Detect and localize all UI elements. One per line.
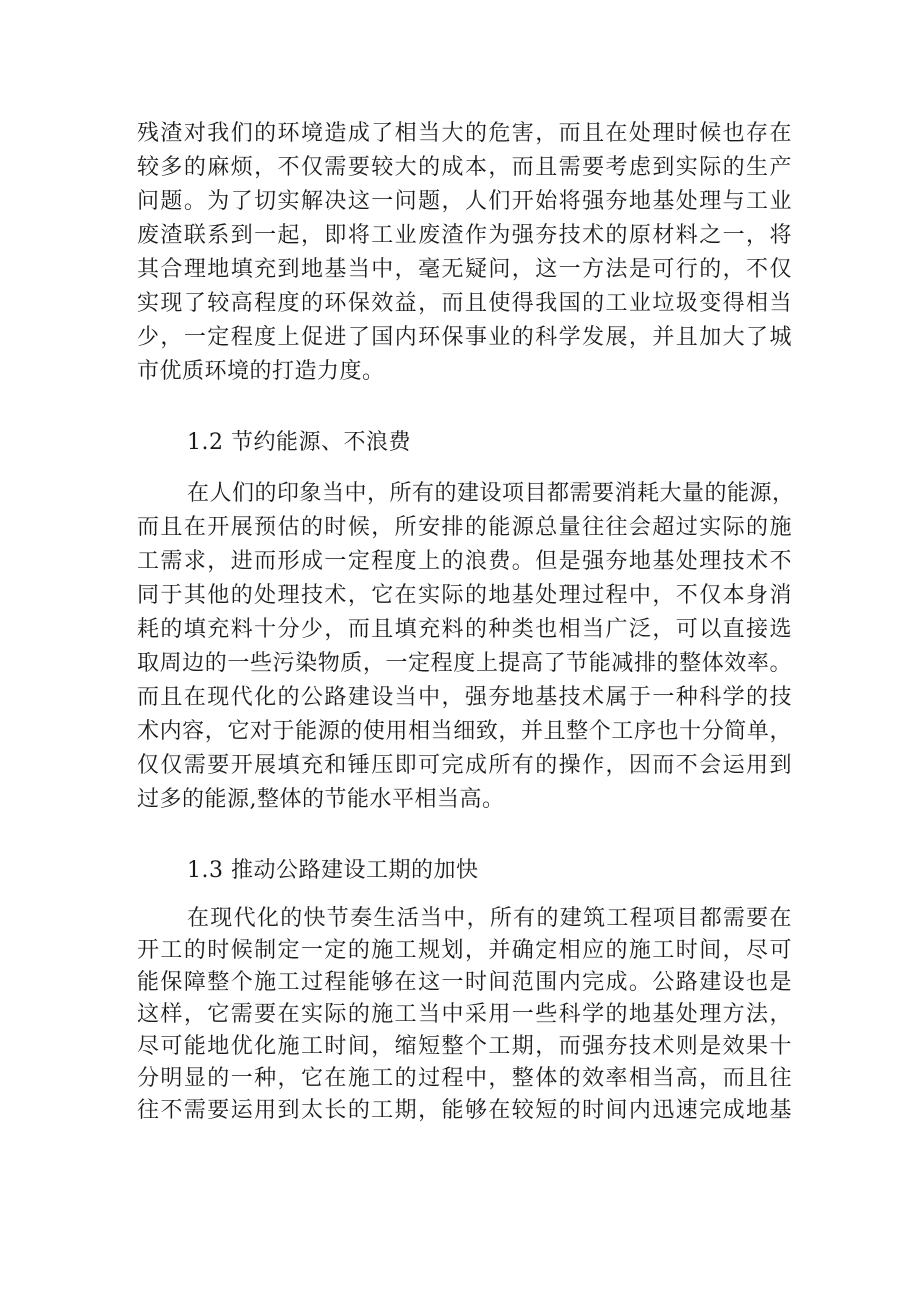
text-line: 少，一定程度上促进了国内环保事业的科学发展，并且加大了城 <box>137 325 792 350</box>
text-line: 耗的填充料十分少，而且填充料的种类也相当广泛，可以直接选 <box>137 617 792 642</box>
text-line: 在人们的印象当中，所有的建设项目都需要消耗大量的能源， <box>187 481 795 506</box>
text-line: 而且在现代化的公路建设当中，强夯地基技术属于一种科学的技 <box>137 685 792 710</box>
text-line: 在现代化的快节奏生活当中，所有的建筑工程项目都需要在 <box>187 906 792 931</box>
text-line: 这样，它需要在实际的施工当中采用一些科学的地基处理方法， <box>137 1002 792 1027</box>
text-line: 取周边的一些污染物质，一定程度上提高了节能减排的整体效率。 <box>137 651 792 676</box>
text-line: 同于其他的处理技术，它在实际的地基处理过程中，不仅本身消 <box>137 583 792 608</box>
text-line: 残渣对我们的环境造成了相当大的危害，而且在处理时候也存在 <box>137 121 792 146</box>
text-line: 尽可能地优化施工时间，缩短整个工期，而强夯技术则是效果十 <box>137 1034 792 1059</box>
text-line: 能保障整个施工过程能够在这一时间范围内完成。公路建设也是 <box>137 970 792 995</box>
section-heading-1-3: 1.3 推动公路建设工期的加快 <box>187 858 479 883</box>
text-line: 往不需要运用到太长的工期，能够在较短的时间内迅速完成地基 <box>137 1098 792 1123</box>
text-line: 问题。为了切实解决这一问题，人们开始将强夯地基处理与工业 <box>137 189 792 214</box>
text-line: 仅仅需要开展填充和锤压即可完成所有的操作，因而不会运用到 <box>137 753 792 778</box>
text-line: 过多的能源,整体的节能水平相当高。 <box>137 787 505 812</box>
text-line: 其合理地填充到地基当中，毫无疑问，这一方法是可行的，不仅 <box>137 257 792 282</box>
text-line: 实现了较高程度的环保效益，而且使得我国的工业垃圾变得相当 <box>137 291 792 316</box>
text-line: 废渣联系到一起，即将工业废渣作为强夯技术的原材料之一，将 <box>137 223 792 248</box>
text-line: 市优质环境的打造力度。 <box>137 359 385 384</box>
text-line: 而且在开展预估的时候，所安排的能源总量往往会超过实际的施 <box>137 515 792 540</box>
text-line: 开工的时候制定一定的施工规划，并确定相应的施工时间，尽可 <box>137 938 792 963</box>
text-line: 术内容，它对于能源的使用相当细致，并且整个工序也十分简单， <box>137 719 792 744</box>
text-line: 较多的麻烦，不仅需要较大的成本，而且需要考虑到实际的生产 <box>137 155 792 180</box>
text-line: 工需求，进而形成一定程度上的浪费。但是强夯地基处理技术不 <box>137 549 792 574</box>
section-heading-1-2: 1.2 节约能源、不浪费 <box>187 430 411 455</box>
text-line: 分明显的一种，它在施工的过程中，整体的效率相当高，而且往 <box>137 1066 792 1091</box>
